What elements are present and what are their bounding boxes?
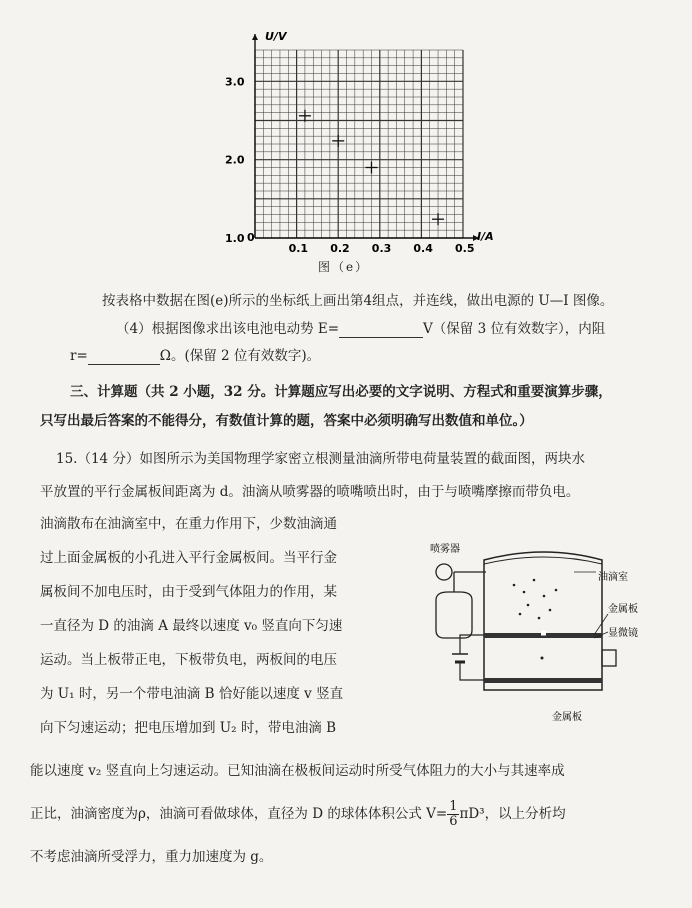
data-point-cross	[365, 162, 377, 174]
section3-line2: 只写出最后答案的不能得分，有数值计算的题，答案中必须明确写出数值和单位。）	[40, 413, 533, 429]
x-tick-label: 0.1	[288, 242, 309, 255]
label-bottom-plate: 金属板	[552, 712, 582, 723]
ui-graph	[225, 28, 515, 258]
x-tick-label: 0.5	[455, 242, 475, 255]
q15-line2: 平放置的平行金属板间距离为 d。油滴从喷雾器的喷嘴喷出时，由于与喷嘴摩擦而带负电。	[40, 484, 580, 500]
graph-ticks	[225, 75, 475, 255]
oil-chamber-outline	[484, 552, 602, 690]
x-tick-label: 0.2	[330, 242, 350, 255]
q15-line1: 15.（14 分）如图所示为美国物理学家密立根测量油滴所带电荷量装置的截面图，两块水	[56, 451, 585, 467]
lower-metal-plate	[484, 678, 602, 683]
millikan-apparatus-diagram	[424, 530, 676, 730]
data-point-cross	[332, 135, 344, 147]
q15-full-1: 能以速度 v₂ 竖直向上匀速运动。已知油滴在极板间运动时所受气体阻力的大小与其速率成	[30, 763, 565, 779]
sprayer-bottle	[436, 592, 472, 638]
sprayer-bulb	[436, 564, 452, 580]
label-sprayer: 喷雾器	[430, 544, 460, 555]
label-microscope: 显微镜	[608, 628, 638, 639]
x-tick-label: 0.3	[371, 242, 392, 255]
y-axis-arrow	[252, 34, 258, 40]
q4-r-note: Ω。(保留 2 位有效数字)。	[159, 348, 321, 364]
fraction-one-sixth	[447, 800, 459, 829]
emf-answer-blank[interactable]	[339, 323, 423, 338]
graph-grid	[255, 50, 463, 238]
oil-droplets	[513, 579, 558, 660]
q15-wrap-2: 属板间不加电压时，由于受到气体阻力的作用，某	[40, 584, 337, 600]
label-oil-chamber: 油滴室	[598, 572, 628, 583]
x-tick-label: 0.4	[413, 242, 433, 255]
data-point-cross	[432, 213, 444, 225]
section3-line1: 三、计算题（共 2 小题，32 分。计算题应写出必要的文字说明、方程式和重要演算步骤，	[70, 384, 612, 400]
q4-line2	[70, 347, 320, 365]
circuit-wire-lower	[460, 662, 484, 680]
q15-full-2b: πD³，以上分析均	[459, 806, 566, 822]
graph-axes	[252, 34, 479, 241]
q15-full-3: 不考虑油滴所受浮力，重力加速度为 g。	[30, 849, 273, 865]
y-tick-label: 1.0	[225, 232, 245, 245]
q4-text-b: V（保留 3 位有效数字），内阻	[423, 321, 606, 337]
fraction-denominator: 6	[449, 814, 458, 829]
q15-full-2	[30, 800, 566, 829]
x-axis-label: I/A	[477, 230, 494, 243]
q4-r-label: r=	[70, 348, 88, 364]
y-axis-label: U/V	[265, 30, 287, 43]
instruction-line: 按表格中数据在图(e)所示的坐标纸上画出第4组点，并连线，做出电源的 U—I 图像。	[102, 293, 614, 309]
fraction-numerator: 1	[449, 799, 458, 814]
q15-full-2a: 正比，油滴密度为ρ，油滴可看做球体，直径为 D 的球体体积公式 V=	[30, 806, 448, 822]
q15-wrap-3: 一直径为 D 的油滴 A 最终以速度 v₀ 竖直向下匀速	[40, 618, 343, 634]
y-tick-label: 3.0	[225, 75, 245, 89]
chamber-top-inner	[484, 557, 602, 564]
label-top-plate: 金属板	[608, 604, 638, 615]
q4-text-a: （4）根据图像求出该电池电动势 E=	[116, 321, 340, 337]
q15-wrap-4: 运动。当上板带正电，下板带负电，两板间的电压	[40, 652, 337, 668]
q15-wrap-5: 为 U₁ 时，另一个带电油滴 B 恰好能以速度 v 竖直	[40, 686, 344, 702]
origin-label: 0	[247, 231, 255, 244]
figure-caption: 图（e）	[318, 260, 370, 274]
q4-line1	[116, 320, 605, 338]
q15-wrap-0: 油滴散布在油滴室中，在重力作用下，少数油滴通	[40, 516, 337, 532]
resistance-answer-blank[interactable]	[88, 350, 160, 365]
leader-plate-top	[594, 614, 608, 635]
microscope-eyepiece	[602, 650, 616, 666]
y-tick-label: 2.0	[225, 153, 245, 167]
q15-wrap-6: 向下匀速运动；把电压增加到 U₂ 时，带电油滴 B	[40, 720, 337, 736]
q15-wrap-1: 过上面金属板的小孔进入平行金属板间。当平行金	[40, 550, 337, 566]
